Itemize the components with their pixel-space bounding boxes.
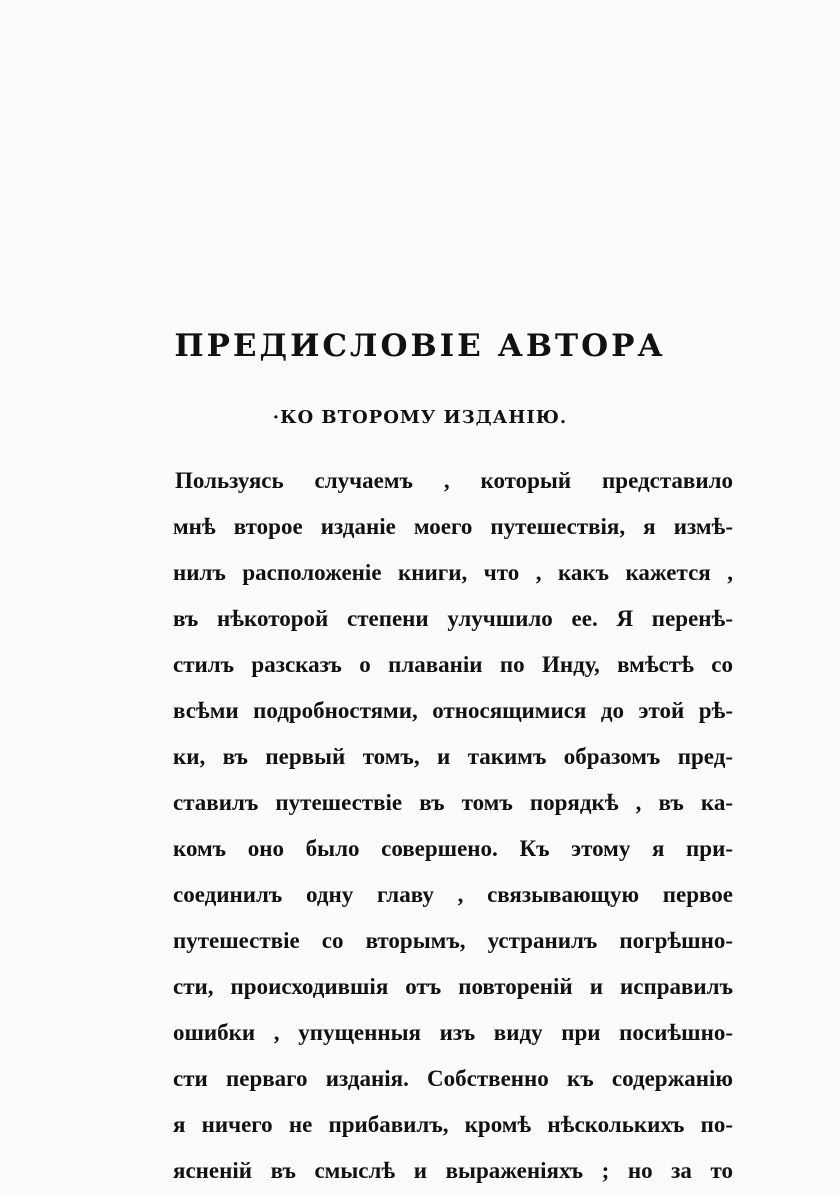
text-line: сти, происходившія отъ повтореній и исправилъ — [173, 974, 733, 999]
body-paragraph — [173, 458, 733, 1194]
page-subtitle: ·КО ВТОРОМУ ИЗДАНІЮ. — [272, 407, 568, 428]
text-line: нилъ расположеніе книги, что , какъ кажется , — [173, 560, 733, 585]
text-line: сти перваго изданія. Собственно къ содержанію — [173, 1066, 733, 1091]
text-line: ясненій въ смыслѣ и выраженіяхъ ; но за то — [173, 1158, 733, 1183]
text-line: Пользуясь случаемъ , который представило — [175, 468, 733, 493]
text-line: соединилъ одну главу , связывающую первое — [173, 882, 733, 907]
text-line: путешествіе со вторымъ, устранилъ погрѣшно- — [173, 928, 733, 953]
text-line: стилъ разсказъ о плаваніи по Инду, вмѣстѣ со — [173, 652, 733, 677]
text-line: ки, въ первый томъ, и такимъ образомъ пред- — [173, 744, 733, 769]
text-line: ошибки , упущенныя изъ виду при посиѣшно- — [173, 1020, 733, 1045]
text-line: въ нѣкоторой степени улучшило ее. Я перенѣ- — [173, 606, 733, 631]
text-line: ставилъ путешествіе въ томъ порядкѣ , въ ка- — [173, 790, 733, 815]
text-line: мнѣ второе изданіе моего путешествія, я измѣ- — [173, 514, 733, 539]
text-line: я ничего не прибавилъ, кромѣ нѣсколькихъ по- — [173, 1112, 733, 1137]
page-title: ПРЕДИСЛОВІЕ АВТОРА — [174, 328, 666, 364]
text-line: всѣми подробностями, относящимися до этой рѣ- — [173, 698, 733, 723]
text-line: комъ оно было совершено. Къ этому я при- — [173, 836, 733, 861]
